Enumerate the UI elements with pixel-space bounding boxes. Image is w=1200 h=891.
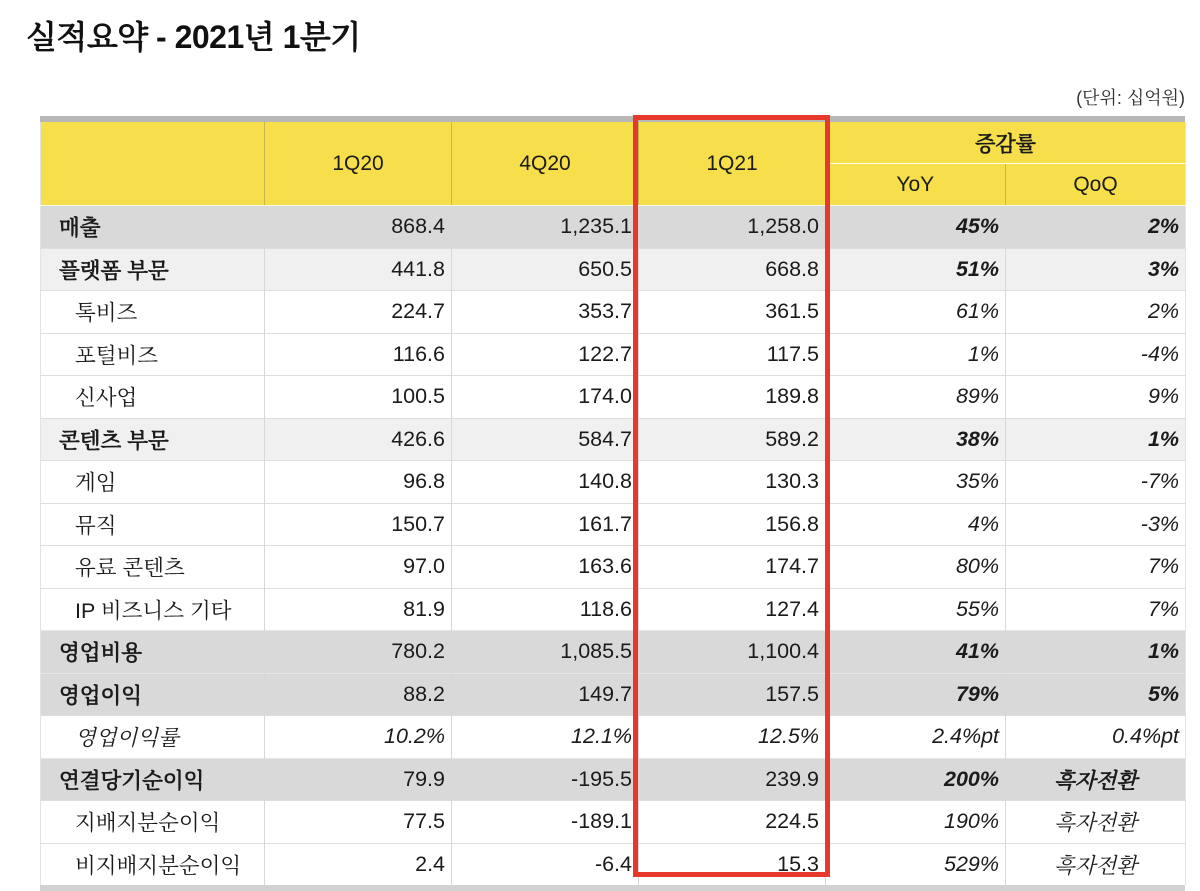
value-cell: 0.4%pt	[1006, 716, 1186, 759]
table-row	[41, 546, 1186, 589]
value-cell: 100.5	[265, 376, 452, 419]
value-cell: 45%	[826, 206, 1006, 249]
value-cell: 589.2	[639, 418, 826, 461]
value-cell: 117.5	[639, 333, 826, 376]
table-row	[41, 801, 1186, 844]
value-cell: 224.5	[639, 801, 826, 844]
value-cell: 1,235.1	[452, 206, 639, 249]
row-label: 지배지분순이익	[41, 801, 265, 844]
value-cell: 650.5	[452, 248, 639, 291]
value-cell: 4%	[826, 503, 1006, 546]
value-cell: 7%	[1006, 588, 1186, 631]
table-row	[41, 673, 1186, 716]
value-cell: 9%	[1006, 376, 1186, 419]
row-label: 비지배지분순이익	[41, 843, 265, 885]
value-cell: 77.5	[265, 801, 452, 844]
value-cell: 1%	[1006, 418, 1186, 461]
table-row	[41, 248, 1186, 291]
column-header-yoy: YoY	[826, 164, 1006, 206]
column-group-change-rate: 증감률	[826, 122, 1186, 164]
value-cell: 140.8	[452, 461, 639, 504]
value-cell: 97.0	[265, 546, 452, 589]
value-cell: 149.7	[452, 673, 639, 716]
value-cell: 81.9	[265, 588, 452, 631]
value-cell: 1,100.4	[639, 631, 826, 674]
value-cell: 190%	[826, 801, 1006, 844]
value-cell: 163.6	[452, 546, 639, 589]
value-cell: -7%	[1006, 461, 1186, 504]
value-cell: 780.2	[265, 631, 452, 674]
value-cell: 116.6	[265, 333, 452, 376]
value-cell: 35%	[826, 461, 1006, 504]
value-cell: 361.5	[639, 291, 826, 334]
value-cell: 12.1%	[452, 716, 639, 759]
value-cell: 174.7	[639, 546, 826, 589]
value-cell: 흑자전환	[1006, 843, 1186, 885]
results-table-wrap	[40, 116, 1185, 891]
row-label: 영업이익률	[41, 716, 265, 759]
value-cell: 156.8	[639, 503, 826, 546]
table-row	[41, 291, 1186, 334]
value-cell: 89%	[826, 376, 1006, 419]
table-body	[41, 206, 1186, 886]
value-cell: 189.8	[639, 376, 826, 419]
table-row	[41, 503, 1186, 546]
value-cell: 150.7	[265, 503, 452, 546]
value-cell: 174.0	[452, 376, 639, 419]
value-cell: -6.4	[452, 843, 639, 885]
value-cell: 224.7	[265, 291, 452, 334]
value-cell: 239.9	[639, 758, 826, 801]
value-cell: 5%	[1006, 673, 1186, 716]
column-header-empty	[41, 122, 265, 206]
value-cell: 668.8	[639, 248, 826, 291]
value-cell: 118.6	[452, 588, 639, 631]
value-cell: 200%	[826, 758, 1006, 801]
row-label: 연결당기순이익	[41, 758, 265, 801]
value-cell: 10.2%	[265, 716, 452, 759]
value-cell: 흑자전환	[1006, 801, 1186, 844]
table-row	[41, 588, 1186, 631]
value-cell: 96.8	[265, 461, 452, 504]
row-label: 뮤직	[41, 503, 265, 546]
value-cell: -3%	[1006, 503, 1186, 546]
value-cell: 7%	[1006, 546, 1186, 589]
column-header-qoq: QoQ	[1006, 164, 1186, 206]
table-row	[41, 758, 1186, 801]
table-row	[41, 376, 1186, 419]
value-cell: 79%	[826, 673, 1006, 716]
row-label: 게임	[41, 461, 265, 504]
results-table	[40, 122, 1186, 885]
value-cell: 441.8	[265, 248, 452, 291]
value-cell: -4%	[1006, 333, 1186, 376]
table-bottom-border	[40, 885, 1185, 891]
value-cell: 122.7	[452, 333, 639, 376]
value-cell: 2.4%pt	[826, 716, 1006, 759]
value-cell: 55%	[826, 588, 1006, 631]
value-cell: 1%	[826, 333, 1006, 376]
value-cell: 1%	[1006, 631, 1186, 674]
row-label: 플랫폼 부문	[41, 248, 265, 291]
column-header-1q21: 1Q21	[639, 122, 826, 206]
value-cell: -189.1	[452, 801, 639, 844]
table-row	[41, 418, 1186, 461]
row-label: 유료 콘텐츠	[41, 546, 265, 589]
value-cell: 1,085.5	[452, 631, 639, 674]
value-cell: 79.9	[265, 758, 452, 801]
value-cell: 127.4	[639, 588, 826, 631]
value-cell: 41%	[826, 631, 1006, 674]
table-row	[41, 716, 1186, 759]
row-label: 신사업	[41, 376, 265, 419]
column-header-4q20: 4Q20	[452, 122, 639, 206]
value-cell: 15.3	[639, 843, 826, 885]
value-cell: 80%	[826, 546, 1006, 589]
table-row	[41, 206, 1186, 249]
value-cell: 353.7	[452, 291, 639, 334]
value-cell: 1,258.0	[639, 206, 826, 249]
row-label: 매출	[41, 206, 265, 249]
value-cell: 2%	[1006, 291, 1186, 334]
value-cell: 2.4	[265, 843, 452, 885]
value-cell: 584.7	[452, 418, 639, 461]
row-label: 영업비용	[41, 631, 265, 674]
unit-note: (단위: 십억원)	[1076, 88, 1185, 108]
value-cell: -195.5	[452, 758, 639, 801]
row-label: 콘텐츠 부문	[41, 418, 265, 461]
table-header	[41, 122, 1186, 206]
row-label: 톡비즈	[41, 291, 265, 334]
table-row	[41, 631, 1186, 674]
table-row	[41, 333, 1186, 376]
value-cell: 61%	[826, 291, 1006, 334]
value-cell: 88.2	[265, 673, 452, 716]
row-label: 영업이익	[41, 673, 265, 716]
value-cell: 2%	[1006, 206, 1186, 249]
value-cell: 51%	[826, 248, 1006, 291]
value-cell: 3%	[1006, 248, 1186, 291]
column-header-1q20: 1Q20	[265, 122, 452, 206]
value-cell: 426.6	[265, 418, 452, 461]
table-row	[41, 461, 1186, 504]
table-row	[41, 843, 1186, 885]
row-label: 포털비즈	[41, 333, 265, 376]
value-cell: 868.4	[265, 206, 452, 249]
page-title: 실적요약 - 2021년 1분기	[26, 19, 361, 55]
value-cell: 161.7	[452, 503, 639, 546]
row-label: IP 비즈니스 기타	[41, 588, 265, 631]
value-cell: 529%	[826, 843, 1006, 885]
value-cell: 157.5	[639, 673, 826, 716]
value-cell: 흑자전환	[1006, 758, 1186, 801]
value-cell: 130.3	[639, 461, 826, 504]
value-cell: 12.5%	[639, 716, 826, 759]
value-cell: 38%	[826, 418, 1006, 461]
